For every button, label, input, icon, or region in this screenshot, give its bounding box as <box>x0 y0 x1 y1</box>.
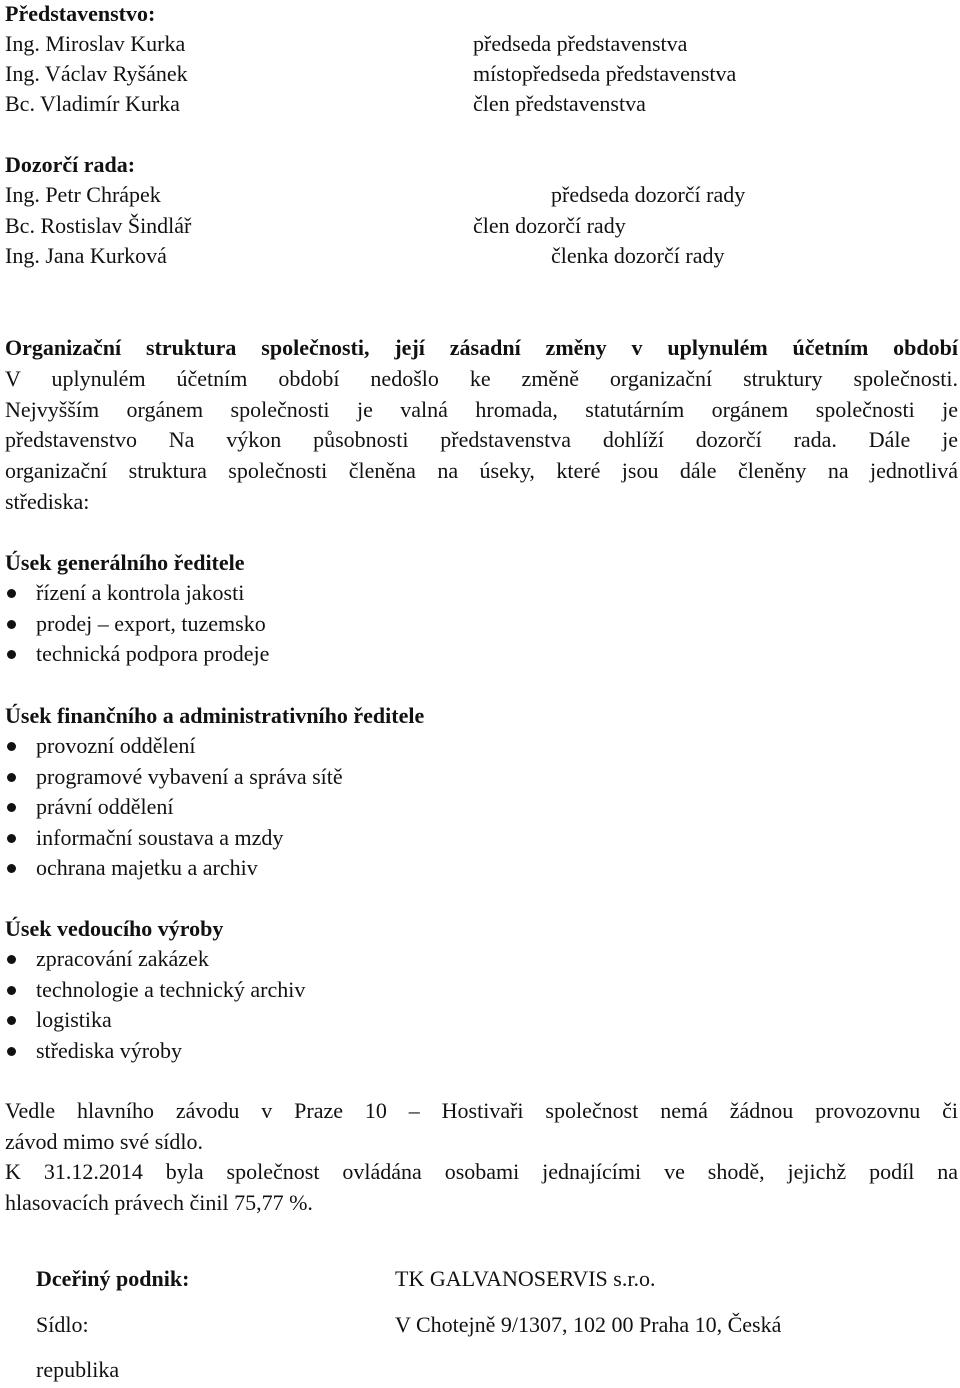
org-heading: Organizační struktura společnosti, její zásadní změny v uplynulém účetním období <box>5 335 958 360</box>
board-heading: Představenstvo: <box>5 1 156 26</box>
subsidiary-seat-continuation: republika <box>36 1357 120 1382</box>
board-member-role: člen představenstva <box>473 91 646 116</box>
section-list <box>5 944 305 1066</box>
list-item: programové vybavení a správa sítě <box>5 762 343 793</box>
subsidiary-seat-label: Sídlo: <box>36 1312 89 1337</box>
section-list <box>5 578 269 670</box>
board-member-role: předseda představenstva <box>473 31 688 56</box>
org-paragraph-line: V uplynulém účetním období nedošlo ke změně organizační struktury společnosti. <box>5 366 958 391</box>
closing-line: závod mimo své sídlo. <box>5 1129 203 1154</box>
list-item: technická podpora prodeje <box>5 639 269 670</box>
supervisory-member-role: předseda dozorčí rady <box>551 182 746 207</box>
supervisory-member-role: členka dozorčí rady <box>551 243 725 268</box>
list-item: zpracování zakázek <box>5 944 305 975</box>
section-title: Úsek vedoucího výroby <box>5 916 224 941</box>
list-item: prodej – export, tuzemsko <box>5 609 269 640</box>
supervisory-member-role: člen dozorčí rady <box>473 213 626 238</box>
list-item: střediska výroby <box>5 1036 305 1067</box>
supervisory-member-name: Bc. Rostislav Šindlář <box>5 213 192 238</box>
board-member-name: Ing. Miroslav Kurka <box>5 31 186 56</box>
list-item: logistika <box>5 1005 305 1036</box>
list-item: provozní oddělení <box>5 731 343 762</box>
org-paragraph-line: organizační struktura společnosti členěna na úseky, které jsou dále členěny na jednotlivá <box>5 458 958 483</box>
subsidiary-label: Dceřiný podnik: <box>36 1266 190 1291</box>
org-paragraph-line: střediska: <box>5 489 90 514</box>
list-item: právní oddělení <box>5 792 343 823</box>
list-item: řízení a kontrola jakosti <box>5 578 269 609</box>
list-item: informační soustava a mzdy <box>5 823 343 854</box>
supervisory-heading: Dozorčí rada: <box>5 152 136 177</box>
org-paragraph-line: Nejvyšším orgánem společnosti je valná hromada, statutárním orgánem společnosti je <box>5 397 958 422</box>
section-title: Úsek generálního ředitele <box>5 550 245 575</box>
closing-line: Vedle hlavního závodu v Praze 10 – Hostivaři společnost nemá žádnou provozovnu či <box>5 1098 958 1123</box>
board-member-name: Bc. Vladimír Kurka <box>5 91 180 116</box>
org-paragraph-line: představenstvo Na výkon působnosti představenstva dohlíží dozorčí rada. Dále je <box>5 427 958 452</box>
subsidiary-seat-value: V Chotejně 9/1307, 102 00 Praha 10, Česká <box>395 1312 782 1337</box>
supervisory-member-name: Ing. Jana Kurková <box>5 243 167 268</box>
section-title: Úsek finančního a administrativního ředitele <box>5 703 425 728</box>
board-member-role: místopředseda představenstva <box>473 61 737 86</box>
board-member-name: Ing. Václav Ryšánek <box>5 61 188 86</box>
section-list <box>5 731 343 884</box>
list-item: technologie a technický archiv <box>5 975 305 1006</box>
list-item: ochrana majetku a archiv <box>5 853 343 884</box>
supervisory-member-name: Ing. Petr Chrápek <box>5 182 161 207</box>
subsidiary-name: TK GALVANOSERVIS s.r.o. <box>395 1266 656 1291</box>
closing-line: hlasovacích právech činil 75,77 %. <box>5 1190 313 1215</box>
closing-line: K 31.12.2014 byla společnost ovládána osobami jednajícími ve shodě, jejichž podíl na <box>5 1159 958 1184</box>
